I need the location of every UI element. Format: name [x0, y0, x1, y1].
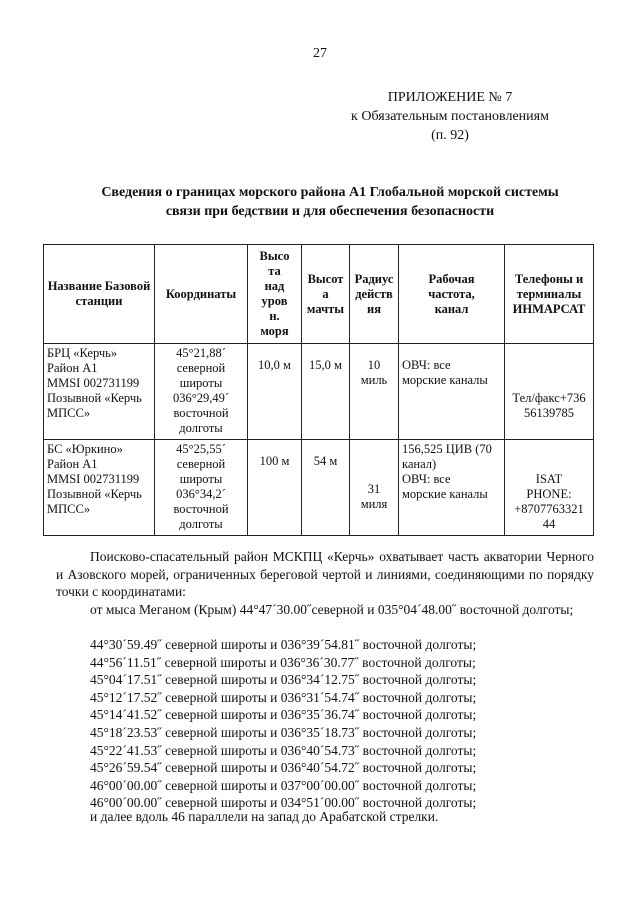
station-name-line: МПСС» — [47, 406, 91, 420]
coordinate-line: 45°04´17.51˝ северной широты и 036°34´12.75˝ восточной долготы; — [90, 672, 477, 688]
coordinate-line: 45°14´41.52˝ северной широты и 036°35´36.74˝ восточной долготы; — [90, 707, 477, 723]
header-radius-line: ия — [367, 301, 381, 316]
header-phones-line: Телефоны и — [514, 271, 584, 286]
header-station-name: Название Базовой станции — [44, 245, 155, 344]
header-elevation-line: моря — [260, 324, 289, 338]
coordinate-line: 45°18´23.53˝ северной широты и 036°35´18.73˝ восточной долготы; — [90, 724, 477, 740]
coordinates-line: 45°21,88´ — [176, 346, 226, 360]
starting-point-paragraph: от мыса Меганом (Крым) 44°47´30.00˝северной и 035°04´48.00˝ восточной долготы; — [90, 602, 574, 617]
document-title — [40, 183, 620, 221]
phones-cell — [505, 440, 594, 536]
radius-line: миль — [360, 373, 388, 387]
document-title-line-1: Сведения о границах морского района А1 Глобальной морской системы — [101, 185, 559, 200]
coordinate-line: 46°00´00.00˝ северной широты и 037°00´00.00˝ восточной долготы; — [90, 777, 477, 793]
station-name-line: БРЦ «Керчь» — [47, 346, 118, 360]
header-elevation-line: та — [268, 264, 281, 278]
coordinate-line: 45°12´17.52˝ северной широты и 036°31´54.74˝ восточной долготы; — [90, 689, 477, 705]
header-elevation-line: уров — [261, 294, 288, 308]
header-radius-line: действ — [355, 286, 393, 301]
coordinates-cell — [155, 344, 248, 440]
phones-line: Тел/факс+736 — [512, 391, 586, 405]
radius-line: миля — [360, 496, 388, 511]
coordinates-line: северной — [176, 361, 226, 375]
coordinates-line: восточной — [173, 502, 229, 516]
station-name-line: МПСС» — [47, 502, 91, 516]
page-number: 27 — [313, 46, 327, 61]
phones-line: ISAT — [535, 472, 563, 486]
header-phones-line: терминалы — [516, 286, 582, 301]
phones-line: +8707763321 — [514, 502, 584, 516]
header-elevation — [248, 245, 302, 344]
header-mast-line: а — [322, 286, 329, 301]
elevation-cell: 100 м — [248, 440, 302, 536]
header-frequency — [399, 245, 505, 344]
coordinates-line: 036°34,2´ — [176, 487, 226, 501]
coordinate-line: 44°56´11.51˝ северной широты и 036°36´30.77˝ восточной долготы; — [90, 654, 476, 670]
coordinates-cell — [155, 440, 248, 536]
table-row — [44, 440, 594, 536]
frequency-line: морские каналы — [402, 487, 488, 501]
station-name-line: Позывной «Керчь — [47, 391, 142, 405]
header-elevation-line: над — [264, 279, 285, 293]
coordinates-line: 036°29,49´ — [172, 391, 230, 405]
phones-line: 44 — [542, 517, 556, 531]
appendix-title: ПРИЛОЖЕНИЕ № 7 — [387, 90, 513, 105]
table-header-row — [44, 245, 594, 344]
elevation-cell: 10,0 м — [248, 344, 302, 440]
header-radius — [350, 245, 399, 344]
header-frequency-line: частота, — [428, 286, 475, 301]
coordinates-line: 45°25,55´ — [176, 442, 226, 456]
mast-height-cell: 54 м — [302, 440, 350, 536]
header-elevation-line: Высо — [259, 249, 290, 263]
coordinates-list — [90, 636, 476, 812]
frequency-line: ОВЧ: все — [402, 358, 451, 372]
table-row — [44, 344, 594, 440]
coordinate-line: 46°00´00.00˝ северной широты и 034°51´00.00˝ восточной долготы; — [90, 795, 477, 811]
station-name-line: MMSI 002731199 — [47, 376, 140, 390]
coordinate-line: 45°22´41.53˝ северной широты и 036°40´54.73˝ восточной долготы; — [90, 742, 477, 758]
base-stations-table — [43, 244, 594, 536]
coordinates-line: широты — [179, 472, 223, 486]
header-coordinates: Координаты — [155, 245, 248, 344]
station-name-cell — [44, 440, 155, 536]
coordinates-line: восточной — [173, 406, 229, 420]
radius-line: 31 — [367, 481, 381, 496]
header-radius-line: Радиус — [354, 271, 394, 286]
coordinates-line: северной — [176, 457, 226, 471]
phones-line: PHONE: — [526, 487, 572, 501]
frequency-cell — [399, 440, 505, 536]
station-name-line: MMSI 002731199 — [47, 472, 140, 486]
phones-line: 56139785 — [524, 406, 574, 420]
header-mast-line: Высот — [307, 271, 344, 286]
radius-cell — [350, 344, 399, 440]
frequency-line: 156,525 ЦИВ (70 — [402, 442, 492, 456]
coordinates-line: долготы — [179, 421, 223, 435]
header-mast-line: мачты — [306, 301, 345, 316]
header-elevation-line: н. — [269, 309, 280, 323]
search-rescue-region-paragraph: Поисково-спасательный район МСКПЦ «Керчь» охватывает часть акватории Черного и Азовского морей, ограниченных береговой чертой и линиями, соединяющими по порядку точки с координатами: — [56, 549, 594, 600]
frequency-line: ОВЧ: все — [402, 472, 451, 486]
header-phones — [505, 245, 594, 344]
header-mast-height — [302, 245, 350, 344]
station-name-line: Позывной «Керчь — [47, 487, 142, 501]
coordinate-line: 45°26´59.54˝ северной широты и 036°40´54.72˝ восточной долготы; — [90, 760, 477, 776]
station-name-line: Район А1 — [47, 457, 98, 471]
appendix-reference: к Обязательным постановлениям — [351, 109, 549, 124]
final-boundary-line: и далее вдоль 46 параллели на запад до Арабатской стрелки. — [90, 809, 439, 824]
coordinates-line: широты — [179, 376, 223, 390]
frequency-cell — [399, 344, 505, 440]
radius-line: 10 — [367, 358, 381, 372]
station-name-cell — [44, 344, 155, 440]
station-name-line: БС «Юркино» — [47, 442, 123, 456]
coordinate-line: 44°30´59.49˝ северной широты и 036°39´54.81˝ восточной долготы; — [90, 637, 477, 652]
frequency-line: морские каналы — [402, 373, 488, 387]
header-frequency-line: канал — [434, 301, 469, 316]
header-phones-line: ИНМАРСАТ — [512, 301, 586, 316]
mast-height-cell: 15,0 м — [302, 344, 350, 440]
frequency-line: канал) — [402, 457, 437, 471]
document-title-line-2: связи при бедствии и для обеспечения безопасности — [165, 204, 495, 219]
header-frequency-line: Рабочая — [428, 271, 475, 286]
phones-cell — [505, 344, 594, 440]
station-name-line: Район А1 — [47, 361, 98, 375]
appendix-clause: (п. 92) — [431, 128, 469, 143]
radius-cell — [350, 440, 399, 536]
coordinates-line: долготы — [179, 517, 223, 531]
